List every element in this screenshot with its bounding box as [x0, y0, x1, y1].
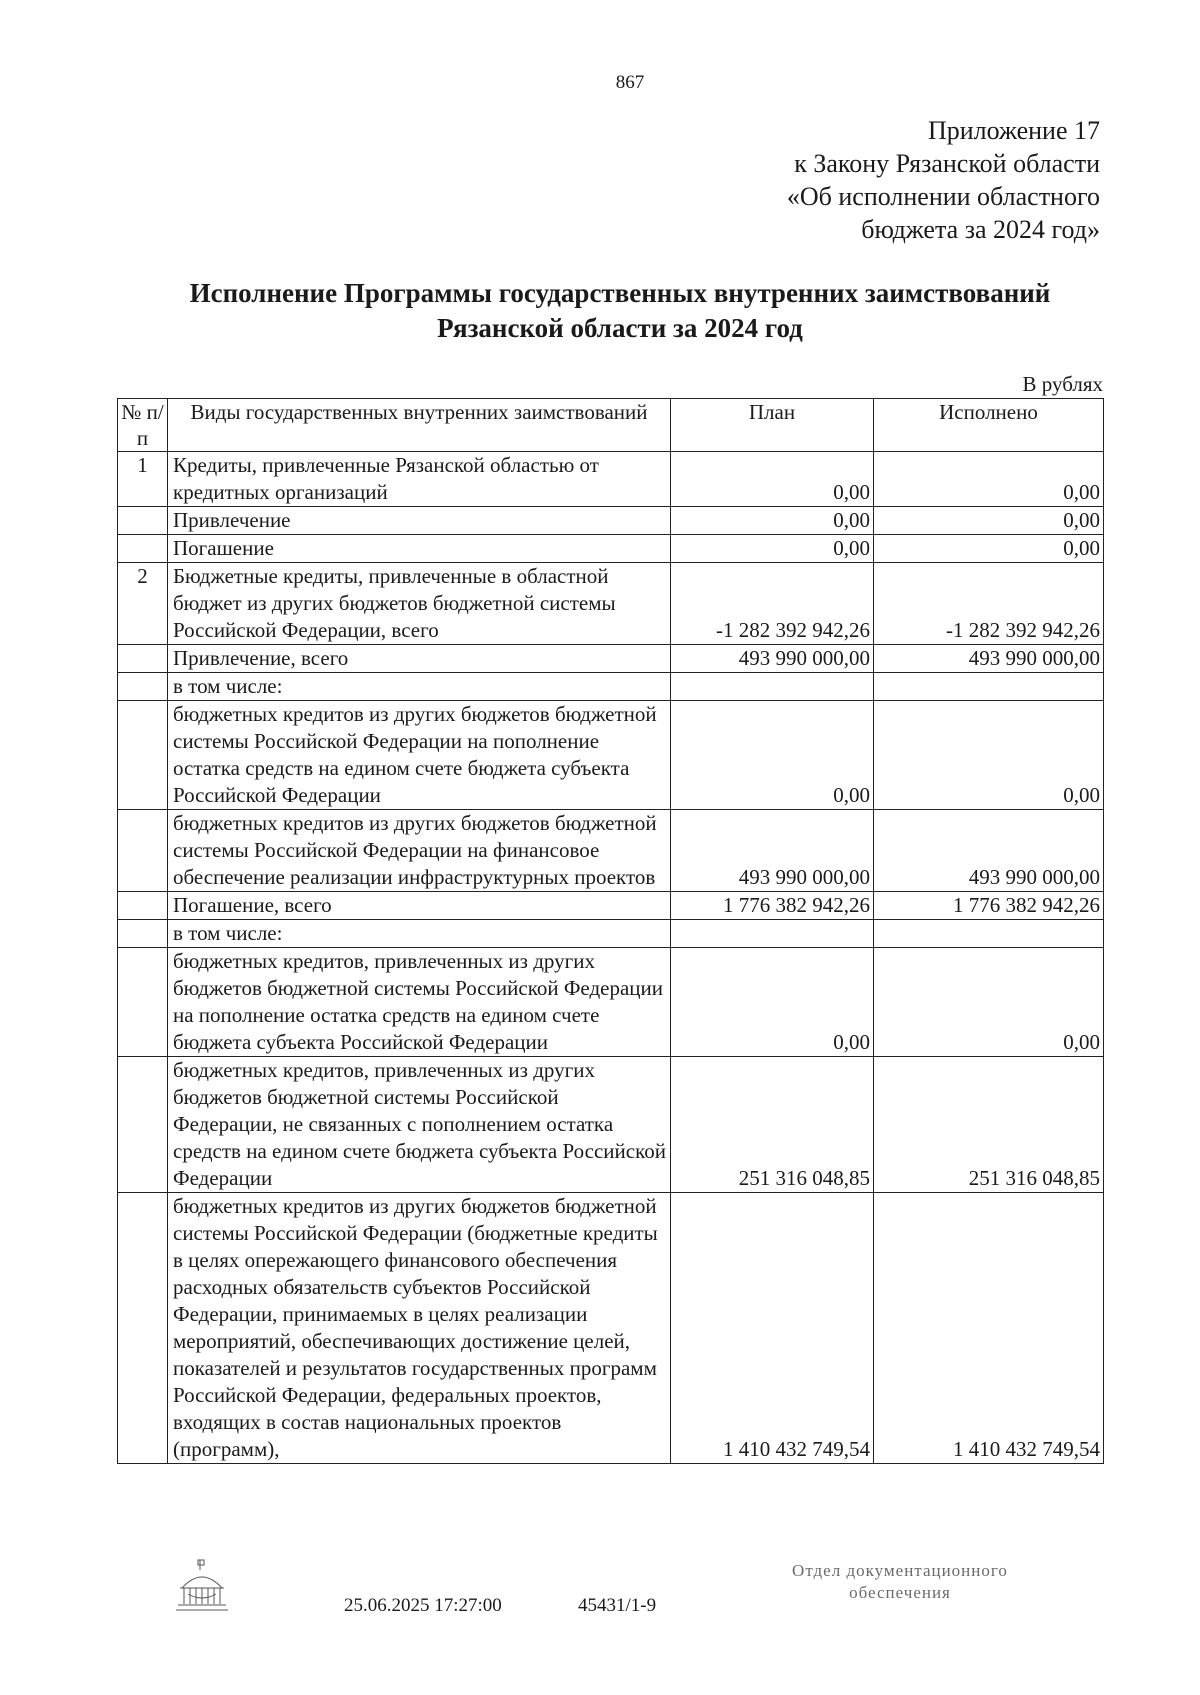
row-number — [118, 1057, 168, 1193]
row-label: бюджетных кредитов, привлеченных из других бюджетов бюджетной системы Российской Федерации на пополнение остатка средств на едином счете бюджета субъекта Российской Федерации — [168, 948, 671, 1057]
row-done-value: 0,00 — [874, 701, 1104, 810]
units-label: В рублях — [1022, 372, 1103, 396]
row-label: в том числе: — [168, 673, 671, 701]
row-number: 2 — [118, 563, 168, 645]
office-stamp-line-1: Отдел документационного — [792, 1561, 1008, 1580]
table-row — [118, 1057, 1104, 1193]
row-done-value: 0,00 — [874, 507, 1104, 535]
row-plan-value — [671, 673, 874, 701]
row-done-value: 0,00 — [874, 535, 1104, 563]
appendix-line-3: «Об исполнении областного — [786, 182, 1100, 211]
row-number — [118, 645, 168, 673]
row-number — [118, 673, 168, 701]
table-row — [118, 452, 1104, 507]
row-label: бюджетных кредитов из других бюджетов бюджетной системы Российской Федерации (бюджетные кредиты в целях опережающего финансового обеспечения расходных обязательств субъектов Российской Федерации, принимаемых в целях реализации мероприятий, обеспечивающих достижение целей, показателей и результатов государственных программ Российской Федерации, федеральных проектов, входящих в состав национальных проектов (программ), — [168, 1193, 671, 1464]
table-row — [118, 563, 1104, 645]
row-number: 1 — [118, 452, 168, 507]
header-type: Виды государственных внутренних заимствований — [168, 399, 671, 452]
header-done: Исполнено — [874, 399, 1104, 452]
emblem-stamp-icon — [172, 1558, 232, 1620]
table-row — [118, 892, 1104, 920]
title-line-2: Рязанской области за 2024 год — [437, 313, 803, 343]
table-row — [118, 1193, 1104, 1464]
row-plan-value: -1 282 392 942,26 — [671, 563, 874, 645]
row-done-value: 0,00 — [874, 948, 1104, 1057]
footer-doc-number: 45431/1-9 — [578, 1595, 657, 1616]
row-number — [118, 810, 168, 892]
row-label: бюджетных кредитов, привлеченных из других бюджетов бюджетной системы Российской Федерации, не связанных с пополнением остатка средств на едином счете бюджета субъекта Российской Федерации — [168, 1057, 671, 1193]
appendix-line-1: Приложение 17 — [927, 116, 1100, 145]
row-done-value — [874, 673, 1104, 701]
table-row — [118, 673, 1104, 701]
row-plan-value: 0,00 — [671, 701, 874, 810]
footer-datetime: 25.06.2025 17:27:00 — [344, 1595, 502, 1616]
row-label: Погашение — [168, 535, 671, 563]
row-plan-value: 493 990 000,00 — [671, 645, 874, 673]
appendix-header — [787, 114, 1100, 246]
row-plan-value: 0,00 — [671, 535, 874, 563]
row-number — [118, 507, 168, 535]
row-number — [118, 535, 168, 563]
row-number — [118, 892, 168, 920]
row-plan-value: 0,00 — [671, 507, 874, 535]
title-line-1: Исполнение Программы государственных внутренних заимствований — [189, 278, 1051, 308]
table-header-row — [118, 399, 1104, 452]
row-label: Кредиты, привлеченные Рязанской областью от кредитных организаций — [168, 452, 671, 507]
row-done-value — [874, 920, 1104, 948]
header-plan: План — [671, 399, 874, 452]
appendix-line-4: бюджета за 2024 год» — [861, 215, 1100, 244]
row-number — [118, 920, 168, 948]
row-number — [118, 948, 168, 1057]
row-plan-value: 1 776 382 942,26 — [671, 892, 874, 920]
header-num: № п/п — [118, 399, 168, 452]
table-row — [118, 810, 1104, 892]
row-label: бюджетных кредитов из других бюджетов бюджетной системы Российской Федерации на пополнение остатка средств на едином счете бюджета субъекта Российской Федерации — [168, 701, 671, 810]
row-done-value: -1 282 392 942,26 — [874, 563, 1104, 645]
row-done-value: 1 410 432 749,54 — [874, 1193, 1104, 1464]
row-done-value: 493 990 000,00 — [874, 810, 1104, 892]
row-plan-value: 493 990 000,00 — [671, 810, 874, 892]
row-label: Бюджетные кредиты, привлеченные в областной бюджет из других бюджетов бюджетной системы Российской Федерации, всего — [168, 563, 671, 645]
row-number — [118, 701, 168, 810]
row-done-value: 1 776 382 942,26 — [874, 892, 1104, 920]
row-plan-value: 1 410 432 749,54 — [671, 1193, 874, 1464]
table-row — [118, 645, 1104, 673]
page-number: 867 — [615, 72, 645, 93]
row-label: Привлечение, всего — [168, 645, 671, 673]
row-done-value: 0,00 — [874, 452, 1104, 507]
office-stamp — [755, 1560, 1045, 1604]
table-row — [118, 507, 1104, 535]
table-row — [118, 701, 1104, 810]
row-plan-value: 0,00 — [671, 452, 874, 507]
borrowings-table — [117, 398, 1104, 1464]
appendix-line-2: к Закону Рязанской области — [794, 149, 1100, 178]
table-row — [118, 535, 1104, 563]
row-label: в том числе: — [168, 920, 671, 948]
office-stamp-line-2: обеспечения — [849, 1583, 951, 1602]
row-done-value: 251 316 048,85 — [874, 1057, 1104, 1193]
row-plan-value — [671, 920, 874, 948]
row-label: Погашение, всего — [168, 892, 671, 920]
document-title — [120, 276, 1120, 346]
row-plan-value: 0,00 — [671, 948, 874, 1057]
row-done-value: 493 990 000,00 — [874, 645, 1104, 673]
row-label: бюджетных кредитов из других бюджетов бюджетной системы Российской Федерации на финансовое обеспечение реализации инфраструктурных проектов — [168, 810, 671, 892]
table-row — [118, 948, 1104, 1057]
row-label: Привлечение — [168, 507, 671, 535]
table-row — [118, 920, 1104, 948]
row-number — [118, 1193, 168, 1464]
row-plan-value: 251 316 048,85 — [671, 1057, 874, 1193]
